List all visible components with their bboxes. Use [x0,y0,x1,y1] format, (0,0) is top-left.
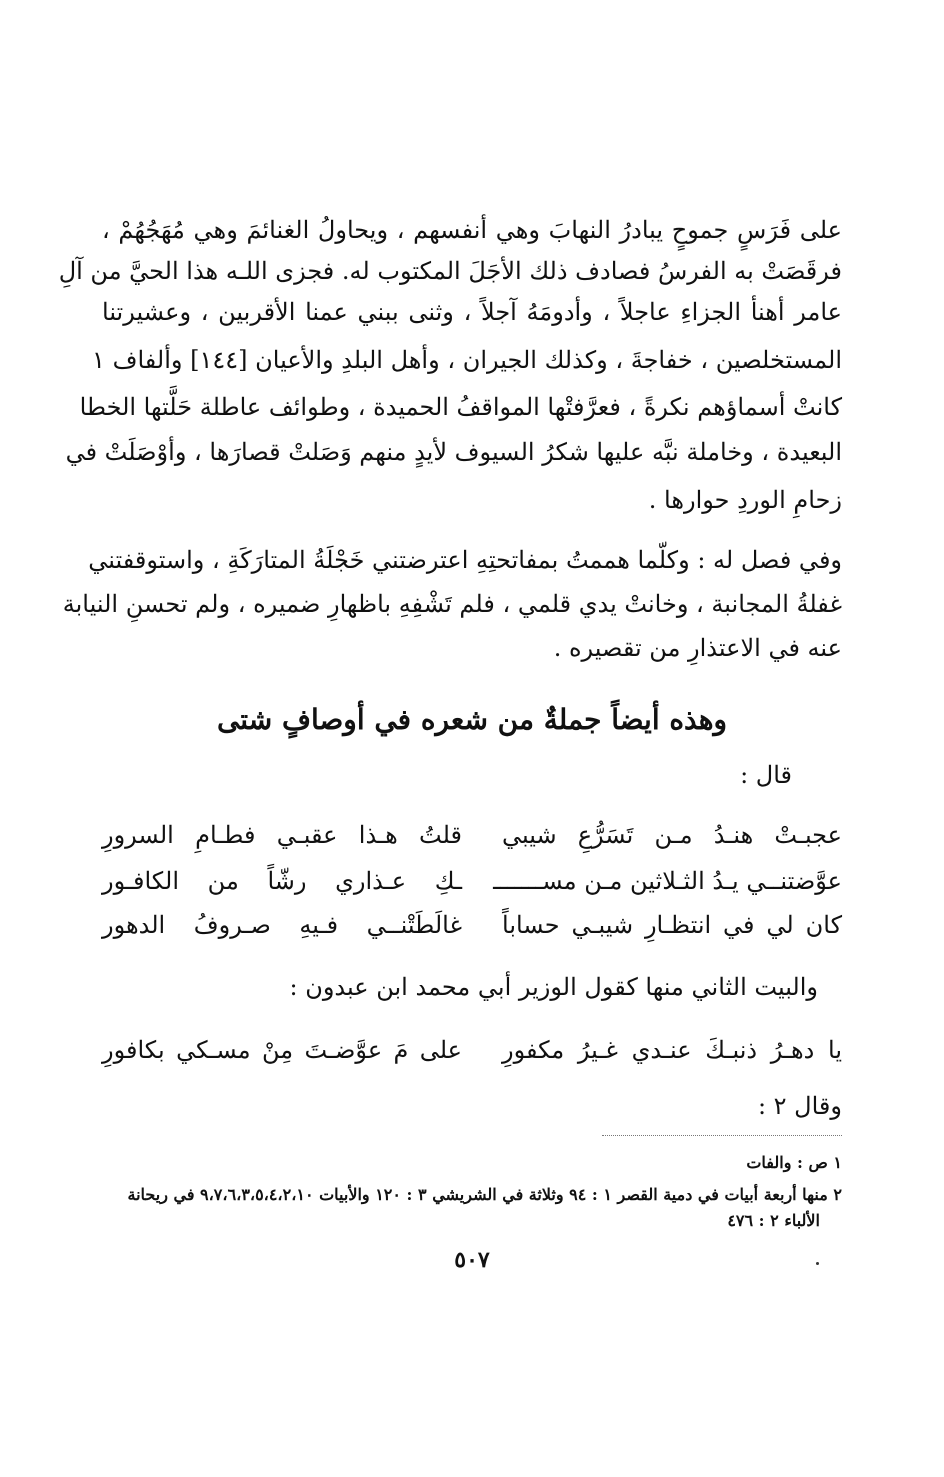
poem-verse [102,815,842,855]
paragraph2-line: وفي فصل له : وكلّما هممتُ بمفاتحتِهِ اعترضتني خَجْلَةُ المتارَكَةِ ، واستوقفتني [88,546,842,574]
verse-second-hemistich: على مَ عوَّضـتَ مِنْ مسـكي بكافورِ [102,1036,462,1064]
paragraph1-line: عامر أهنأ الجزاءِ عاجلاً ، وأدومَهُ آجلاً ، وثنى ببني عمنا الأقربين ، وعشيرتنا [102,298,842,326]
paragraph1-line: البعيدة ، وخاملة نبَّه عليها شكرُ السيوف لأيدٍ منهم وَصَلتْ قصارَها ، وأوْصَلَتْ في [65,438,842,466]
qala-label: وقال ٢ : [757,1092,842,1120]
verse-second-hemistich: غالَطَتْنــي فـيهِ صـروفُ الدهور [102,911,462,939]
paragraph1-line: المستخلصين ، خفاجةَ ، وكذلك الجيران ، وأهل البلدِ والأعيان [١٤٤] وألفاف ١ [92,346,842,374]
prose-line: والبيت الثاني منها كقول الوزير أبي محمد ابن عبدون : [289,973,818,1001]
verse-first-hemistich: كان لي في انتظـارِ شيبـي حساباً [502,911,842,939]
verse-first-hemistich: عوَّضتنــي يـدُ الثـلاثين مـن مســـــــ [493,867,842,895]
verse-second-hemistich: قلتُ هـذا عقبـي فطـامِ السرورِ [102,821,462,849]
section-heading: وهذه أيضاً جملةٌ من شعره في أوصافٍ شتى [216,703,728,736]
verse-second-hemistich: ـكِ عـذاري رشّاً من الكافـور [102,867,462,895]
poem-verse [102,1030,842,1070]
footnote: ١ ص : والفات [746,1153,842,1172]
paragraph1-line: فرقَصَتْ به الفرسُ فصادف ذلك الأجَلَ المكتوب له. فجزى اللـه هذا الحيَّ من آلِ [58,257,842,285]
footnote: ٢ منها أربعة أبيات في دمية القصر ١ : ٩٤ وثلاثة في الشريشي ٣ : ١٢٠ والأبيات ٩،٧،٦،٣،٥،٤،٢،١٠ في ريحانة [127,1185,842,1204]
verse-first-hemistich: يا دهـرُ ذنبـكَ عنـدي غـيرُ مكفورِ [502,1036,842,1064]
paragraph1-line: كانتْ أسماؤهم نكرةً ، فعرَّفتْها المواقفُ الحميدة ، وطوائف عاطلة حَلَّتها الخطا [79,393,842,421]
verse-first-hemistich: عجبـتْ هنـدُ مـن تَسَرُّعِ شيبي [502,821,842,849]
paragraph1-line: زحامِ الوردِ حوارها . [648,486,842,514]
poem-verse [102,905,842,945]
footnote-separator [602,1135,842,1136]
dot-mark [816,1262,819,1265]
qala-label: قال : [740,761,792,789]
paragraph2-line: غفلةُ المجانبة ، وخانتْ يدي قلمي ، فلم تَشْفِهِ باظهارِ ضميره ، ولم تحسنِ النيابة [62,590,842,618]
footnote: الألباء ٢ : ٤٧٦ [727,1211,820,1230]
poem-verse [102,861,842,901]
paragraph2-line: عنه في الاعتذارِ من تقصيره . [553,634,842,662]
page-number: ٥٠٧ [454,1247,490,1273]
paragraph1-line: على فَرَسٍ جموحٍ يبادرُ النهابَ وهي أنفسهم ، ويحاولُ الغنائمَ وهي مُهَجُهُمْ ، [102,216,842,244]
